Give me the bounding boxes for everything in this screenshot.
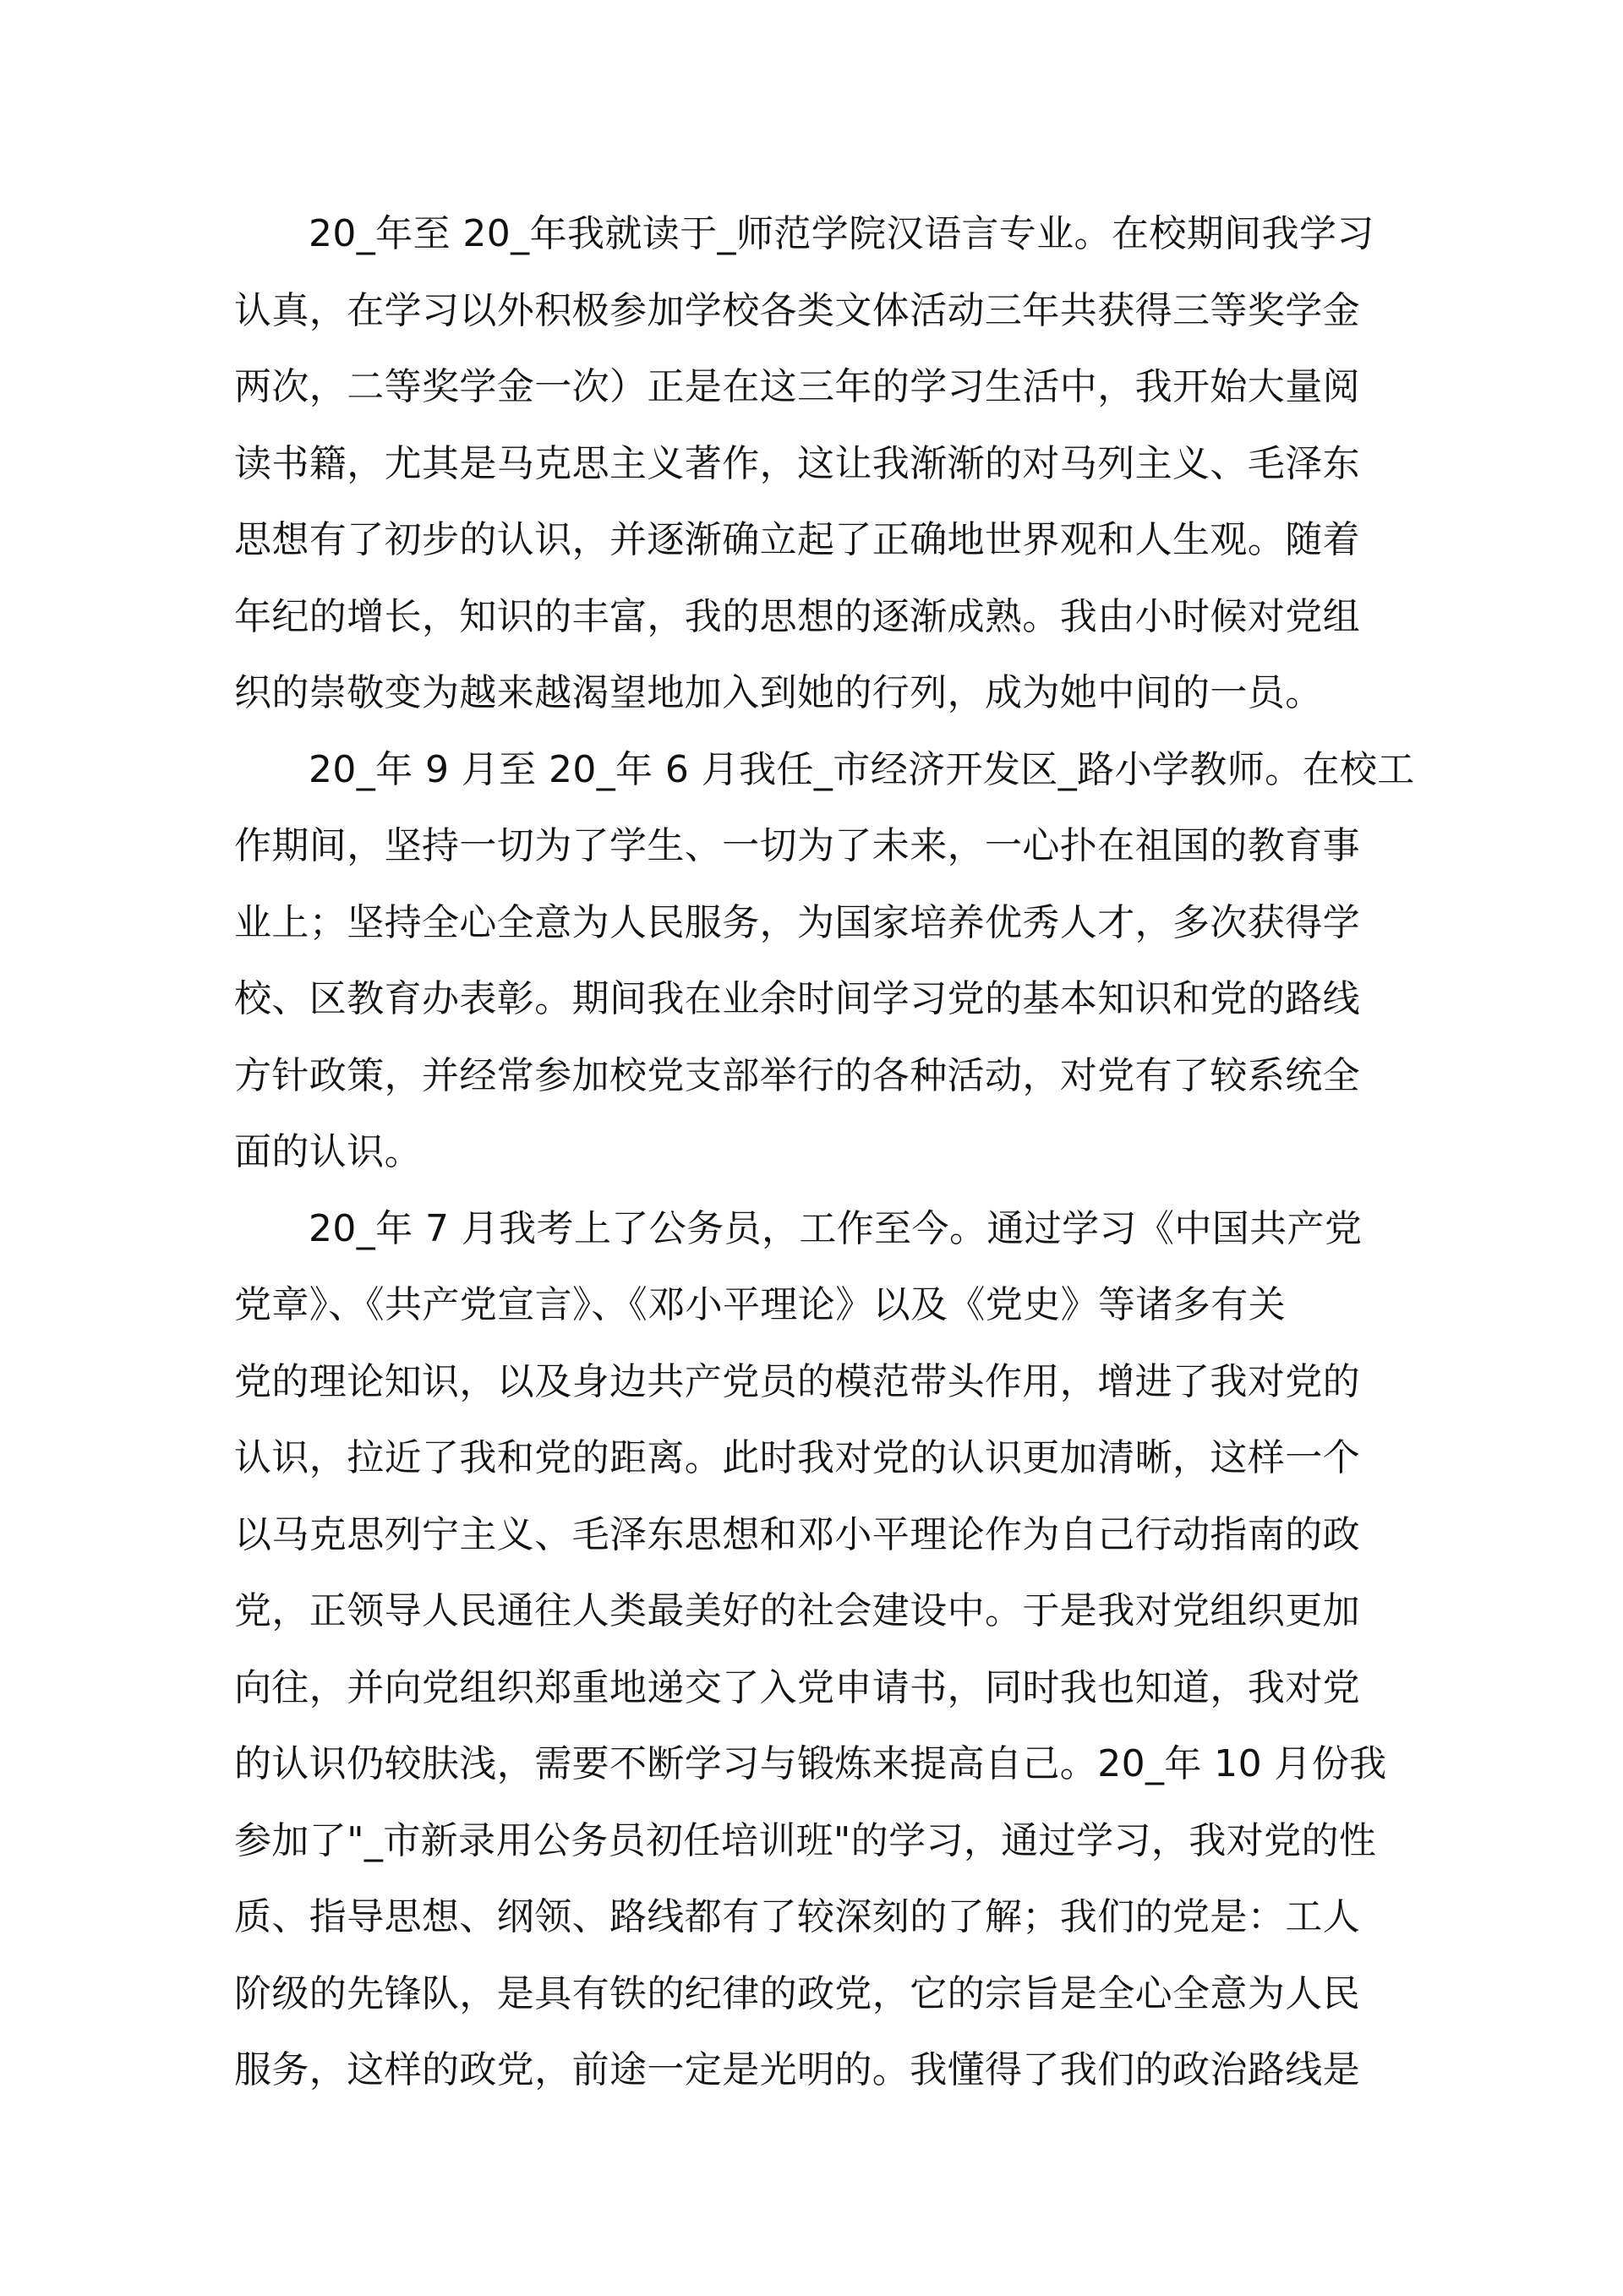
text-line: 思想有了初步的认识，并逐渐确立起了正确地世界观和人生观。随着	[234, 518, 1360, 561]
paragraph-education	[234, 196, 1403, 732]
text-line: 的认识仍较肤浅，需要不断学习与锻炼来提高自己。20_年 10 月份我	[234, 1742, 1387, 1785]
text-line: 织的崇敬变为越来越渴望地加入到她的行列，成为她中间的一员。	[234, 671, 1323, 714]
text-line: 读书籍，尤其是马克思主义著作，这让我渐渐的对马列主义、毛泽东	[234, 441, 1360, 485]
paragraph-teaching	[234, 732, 1415, 1191]
text-line: 党，正领导人民通往人类最美好的社会建设中。于是我对党组织更加	[234, 1589, 1360, 1632]
text-line: 方针政策，并经常参加校党支部举行的各种活动，对党有了较系统全	[234, 1053, 1360, 1097]
paragraph-civil-service	[234, 1191, 1403, 2109]
text-line: 以马克思列宁主义、毛泽东思想和邓小平理论作为自己行动指南的政	[234, 1512, 1360, 1556]
text-line: 20_年至 20_年我就读于_师范学院汉语言专业。在校期间我学习	[309, 212, 1374, 255]
text-line: 向往，并向党组织郑重地递交了入党申请书，同时我也知道，我对党	[234, 1665, 1360, 1709]
document-body	[234, 196, 1415, 2109]
text-line: 服务，这样的政党，前途一定是光明的。我懂得了我们的政治路线是	[234, 2048, 1360, 2091]
text-line: 认真，在学习以外积极参加学校各类文体活动三年共获得三等奖学金	[234, 288, 1360, 332]
text-line: 业上；坚持全心全意为人民服务，为国家培养优秀人才，多次获得学	[234, 900, 1360, 944]
text-line: 党的理论知识，以及身边共产党员的模范带头作用，增进了我对党的	[234, 1359, 1360, 1403]
text-line: 作期间，坚持一切为了学生、一切为了未来，一心扑在祖国的教育事	[234, 824, 1360, 867]
text-line: 年纪的增长，知识的丰富，我的思想的逐渐成熟。我由小时候对党组	[234, 594, 1360, 638]
text-line: 20_年 9 月至 20_年 6 月我任_市经济开发区_路小学教师。在校工	[309, 747, 1415, 791]
text-line: 参加了"_市新录用公务员初任培训班"的学习，通过学习，我对党的性	[234, 1818, 1377, 1862]
text-line: 阶级的先锋队，是具有铁的纪律的政党，它的宗旨是全心全意为人民	[234, 1971, 1360, 2015]
text-line: 质、指导思想、纲领、路线都有了较深刻的了解；我们的党是：工人	[234, 1895, 1360, 1938]
text-line: 认识，拉近了我和党的距离。此时我对党的认识更加清晰，这样一个	[234, 1436, 1360, 1479]
text-line: 党章》、《共产党宣言》、《邓小平理论》以及《党史》等诸多有关	[234, 1283, 1286, 1326]
text-line: 两次，二等奖学金一次）正是在这三年的学习生活中，我开始大量阅	[234, 365, 1360, 408]
text-line: 面的认识。	[234, 1130, 422, 1173]
text-line: 校、区教育办表彰。期间我在业余时间学习党的基本知识和党的路线	[234, 977, 1360, 1020]
text-line: 20_年 7 月我考上了公务员，工作至今。通过学习《中国共产党	[309, 1206, 1363, 1250]
